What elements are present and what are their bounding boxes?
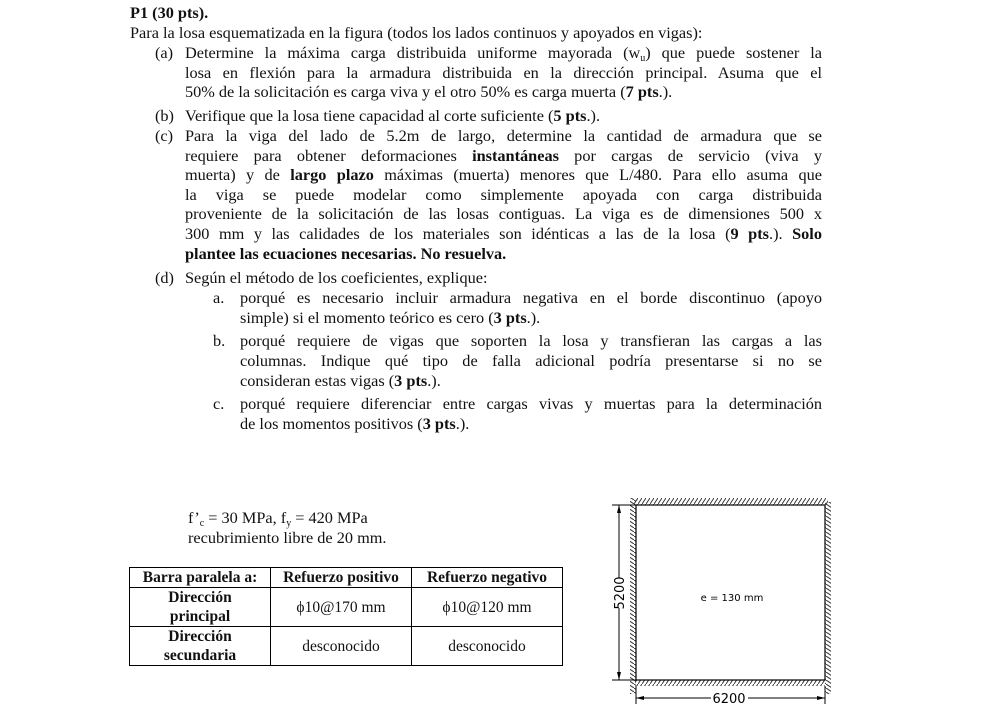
subitem-a-label: a. [213,288,225,307]
header-negative: Refuerzo negativo [412,568,563,588]
row-name-l1: Dirección [168,589,232,606]
dim-vertical-label: 5200 [613,576,628,610]
slab-thickness-label: e = 130 mm [700,593,764,604]
row-direction-name [130,588,271,627]
subitem-a-line2 [240,308,540,328]
subitem-b-points: 3 pts [394,371,428,390]
cell-positive: desconocido [271,627,412,666]
right-support-hatch [825,502,831,694]
item-a-points: 7 pts [625,82,659,101]
slab-figure [598,492,848,714]
item-a-text3: 50% de la solicitación es carga viva y el otro 50% es carga muerta ( [185,82,626,101]
cell-negative: desconocido [412,627,563,666]
item-a-text1: Determine la máxima carga distribuida uniforme mayorada (w [185,43,641,62]
item-d-text: Según el método de los coeficientes, explique: [185,268,488,287]
item-c-text3a: muerta) y de [185,165,291,184]
item-c-line1: Para la viga del lado de 5.2m de largo, determine la cantidad de armadura que se [185,126,822,145]
fc-value: = 30 MPa, f [204,508,287,527]
item-c-label: (c) [155,126,174,145]
item-c-text2a: requiere para obtener deformaciones [185,146,473,165]
cell-positive: ϕ10@170 mm [271,588,412,627]
dim-arrow-right-icon [817,696,825,700]
reinforcement-table [129,567,563,666]
item-c-line3 [185,165,822,185]
subitem-b-label: b. [213,331,226,350]
subitem-c-line1: porqué requiere diferenciar entre cargas vivas y muertas para la determinación [240,394,822,413]
row-name-l2: principal [169,608,231,625]
row-name-l1: Dirección [168,628,232,645]
subitem-a-points: 3 pts [493,308,527,327]
cell-negative: ϕ10@120 mm [412,588,563,627]
cover-spec: recubrimiento libre de 20 mm. [188,528,387,547]
bottom-support-hatch [635,680,825,686]
item-c-line6 [185,224,822,244]
item-d-label: (d) [155,268,174,287]
table-row [130,627,563,666]
subitem-b-tail: .). [427,371,441,390]
item-c-line5: proveniente de la solicitación de las losas contiguas. La viga es de dimensiones 500 x [185,204,822,223]
item-a-label: (a) [155,43,174,62]
subitem-a-text2: simple) si el momento teórico es cero ( [240,308,494,327]
item-c-instantaneas: instantáneas [472,146,559,165]
fc-prefix: f’ [188,508,200,527]
item-c-text6c: .). [769,224,793,243]
dim-arrow-left-icon [636,696,644,700]
item-b-text: Verifique que la losa tiene capacidad al corte suficiente ( [185,106,554,125]
problem-intro: Para la losa esquematizada en la figura (todos los lados continuos y apoyados en vigas): [130,23,703,42]
item-c-line2 [185,146,822,166]
header-bar-direction: Barra paralela a: [130,568,271,588]
row-direction-name [130,627,271,666]
dim-arrow-up-icon [617,505,621,513]
fc-subscript: c [199,518,205,529]
wu-subscript: u [640,53,646,64]
table-header-row [130,568,563,588]
subitem-b-text3: consideran estas vigas ( [240,371,395,390]
item-c-line4: la viga se puede modelar como simplemente apoyada con carga distribuida [185,185,822,204]
dim-horizontal-label: 6200 [712,692,746,707]
row-name-l2: secundaria [163,647,237,664]
item-c-solo: Solo [792,224,822,243]
item-c-text3c: máximas (muerta) menores que L/480. Para ello asuma que [373,165,823,184]
subitem-c-tail: .). [455,414,470,433]
item-b-points-tail: .). [586,106,601,125]
problem-title: P1 (30 pts). [130,3,209,22]
subitem-c-text2: de los momentos positivos ( [240,414,423,433]
subitem-c-points: 3 pts [422,414,456,433]
subitem-c-line2 [240,414,469,434]
subitem-a-line1: porqué es necesario incluir armadura negativa en el borde discontinuo (apoyo [240,288,822,307]
fy-value: = 420 MPa [291,508,368,527]
item-a-line3 [185,82,672,102]
subitem-b-line3 [240,371,441,391]
left-support-hatch [630,498,636,694]
fy-subscript: y [286,518,292,529]
item-b-label: (b) [155,106,174,125]
header-positive: Refuerzo positivo [271,568,412,588]
item-c-text6a: 300 mm y las calidades de los materiales son idénticas a las de la losa ( [185,224,731,243]
subitem-c-label: c. [213,394,225,413]
top-support-hatch [634,498,828,505]
subitem-b-line1: porqué requiere de vigas que soporten la losa y transfieran las cargas a las [240,331,822,350]
subitem-a-tail: .). [526,308,541,327]
item-b-line [185,106,600,126]
item-a-line2: losa en flexión para la armadura distribuida en la dirección principal. Asuma que el [185,63,822,82]
dim-arrow-down-icon [617,672,621,680]
item-c-line7: plantee las ecuaciones necesarias. No resuelva. [185,244,507,263]
table-row [130,588,563,627]
item-c-text2c: por cargas de servicio (viva y [558,146,822,165]
subitem-b-line2: columnas. Indique qué tipo de falla adicional podría presentarse si no se [240,351,822,370]
item-a-text1-tail: ) que puede sostener la [645,43,823,62]
item-c-points: 9 pts [730,224,769,243]
item-b-points: 5 pts [553,106,587,125]
item-c-largo-plazo: largo plazo [290,165,374,184]
item-a-points-tail: .). [658,82,673,101]
